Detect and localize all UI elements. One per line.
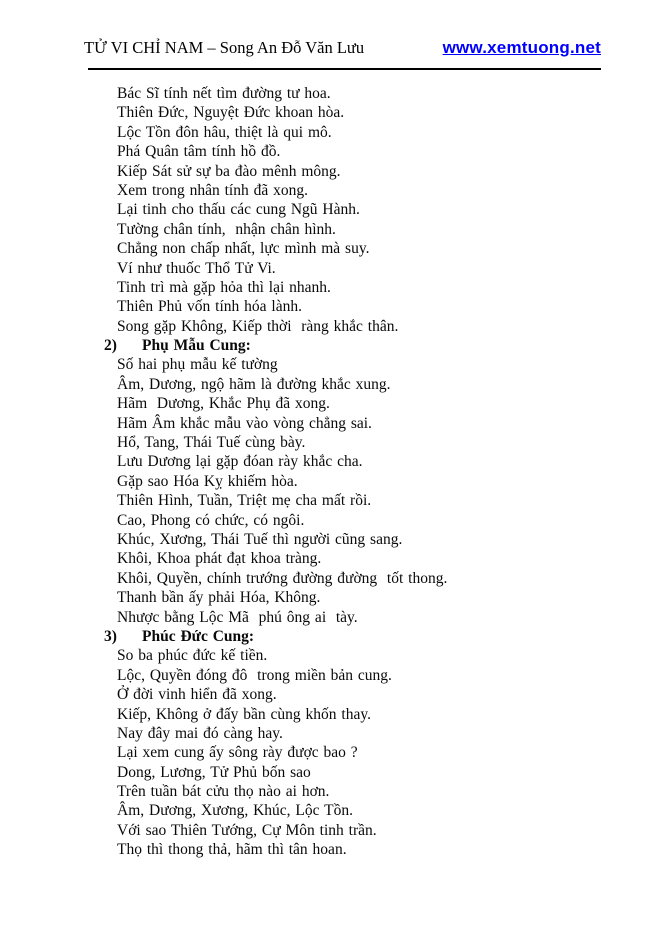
verse-line: Kiếp, Không ở đấy bần cùng khốn thay.	[117, 705, 371, 723]
header-title: TỬ VI CHỈ NAM – Song An Đỗ Văn Lưu	[84, 38, 365, 57]
verse-line: Phá Quân tâm tính hồ đồ.	[117, 143, 281, 161]
section-number: 2)	[104, 337, 117, 355]
verse-line: Thiên Phủ vốn tính hóa lành.	[117, 298, 302, 316]
verse-line: Thiên Đức, Nguyệt Đức khoan hòa.	[117, 104, 345, 122]
verse-line: Ví như thuốc Thổ Tử Vi.	[117, 259, 276, 277]
verse-line: Âm, Dương, Xương, Khúc, Lộc Tồn.	[117, 802, 353, 820]
verse-line: Xem trong nhân tính đã xong.	[117, 181, 308, 199]
section-heading	[104, 336, 447, 355]
verse-line: Lộc, Quyền đóng đô trong miền bản cung.	[117, 666, 392, 684]
verse-line: Trên tuần bát cửu thọ nào ai hơn.	[117, 783, 330, 801]
verse-line: Hãm Dương, Khắc Phụ đã xong.	[117, 395, 330, 413]
verse-line: Số hai phụ mẫu kế tường	[117, 356, 278, 374]
verse-line: Tường chân tính, nhận chân hình.	[117, 220, 336, 238]
verse-line: Song gặp Không, Kiếp thời ràng khắc thân.	[117, 317, 399, 335]
verse-line: Tinh trì mà gặp hỏa thì lại nhanh.	[117, 278, 331, 296]
verse-line: Khúc, Xương, Thái Tuế thì người cũng sang.	[117, 530, 403, 548]
verse-line: Hãm Âm khắc mẫu vào vòng chẳng sai.	[117, 414, 372, 432]
verse-line: So ba phúc đức kế tiền.	[117, 647, 268, 665]
verse-line: Kiếp Sát sử sự ba đào mênh mông.	[117, 162, 341, 180]
verse-line: Gặp sao Hóa Kỵ khiếm hòa.	[117, 472, 298, 490]
verse-line: Lại xem cung ấy sông rày được bao ?	[117, 744, 358, 762]
verse-line: Chẳng non chấp nhất, lực mình mà suy.	[117, 240, 370, 258]
verse-line: Ở đời vinh hiển đã xong.	[117, 686, 277, 704]
verse-line: Hổ, Tang, Thái Tuế cùng bày.	[117, 434, 306, 452]
section-title: Phụ Mẫu Cung:	[142, 337, 251, 355]
verse-line: Âm, Dương, ngộ hãm là đường khắc xung.	[117, 375, 391, 393]
verse-line: Lưu Dương lại gặp đóan rày khắc cha.	[117, 453, 363, 471]
verse-line: Lộc Tồn đôn hâu, thiệt là qui mô.	[117, 123, 332, 141]
verse-line: Khôi, Quyền, chính trướng đường đường tốt thong.	[117, 569, 448, 587]
verse-line: Lại tinh cho thấu các cung Ngũ Hành.	[117, 201, 360, 219]
verse-line: Bác Sĩ tính nết tìm đường tư hoa.	[117, 85, 331, 102]
page-header	[84, 38, 601, 58]
verse-line: Khôi, Khoa phát đạt khoa tràng.	[117, 550, 322, 568]
section-heading	[104, 627, 447, 646]
verse-line: Thọ thì thong thả, hãm thì tân hoan.	[117, 841, 347, 859]
section-number: 3)	[104, 627, 117, 645]
section-title: Phúc Đức Cung:	[142, 627, 255, 645]
verse-line: Cao, Phong có chức, có ngôi.	[117, 511, 305, 529]
verse-line: Dong, Lương, Tử Phủ bốn sao	[117, 763, 311, 781]
verse-line: Với sao Thiên Tướng, Cự Môn tinh trần.	[117, 821, 377, 839]
verse-line: Nay đây mai đó càng hay.	[117, 724, 283, 742]
verse-line: Thanh bần ấy phải Hóa, Không.	[117, 589, 321, 607]
header-divider	[88, 68, 601, 70]
verse-line: Nhược bằng Lộc Mã phú ông ai tày.	[117, 608, 358, 626]
verse-line: Thiên Hình, Tuần, Triệt mẹ cha mất rồi.	[117, 492, 372, 510]
header-link[interactable]: www.xemtuong.net	[442, 38, 601, 57]
document-body	[104, 84, 448, 860]
